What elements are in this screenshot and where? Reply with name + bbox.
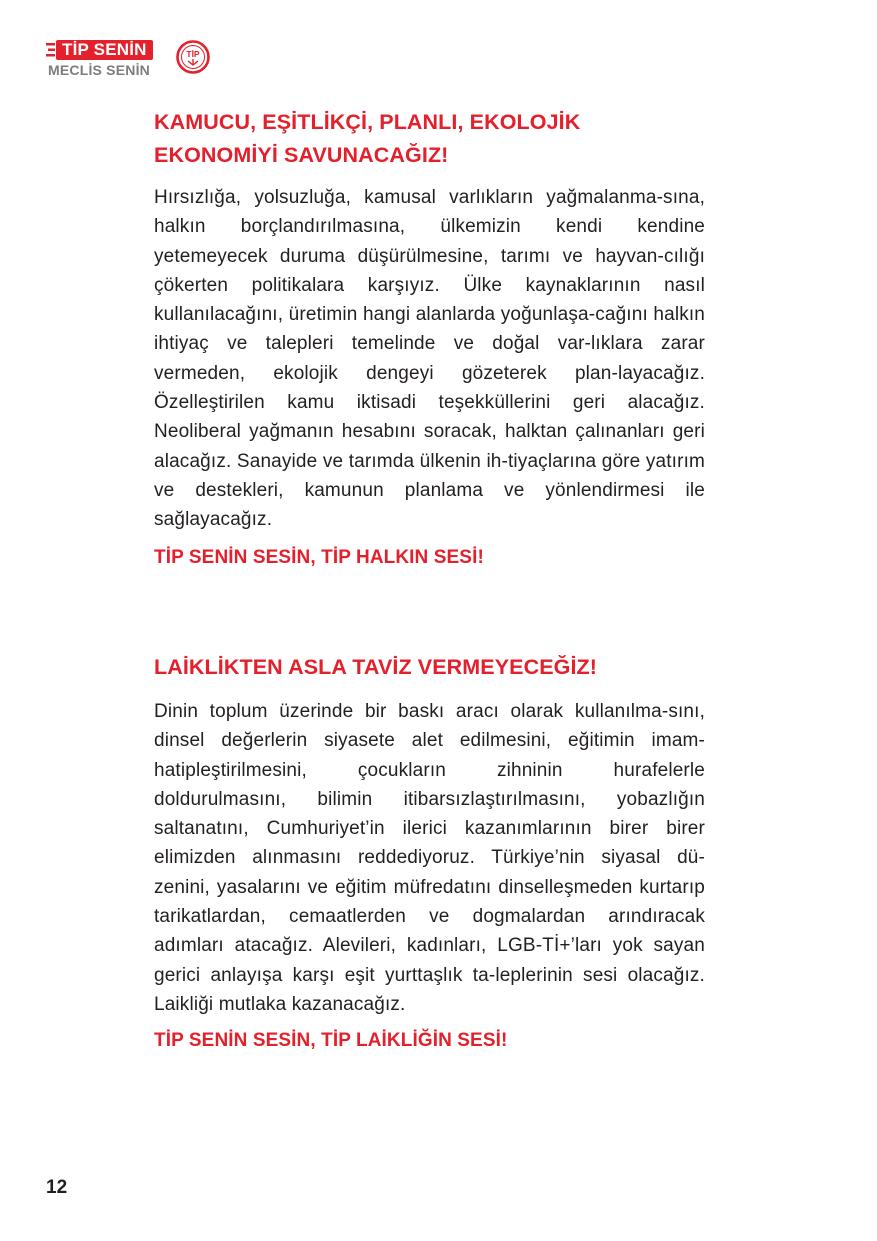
- section-heading: LAİKLİKTEN ASLA TAVİZ VERMEYECEĞİZ!: [154, 655, 598, 679]
- heading-line-2: EKONOMİYİ SAVUNACAĞIZ!: [154, 143, 449, 167]
- section-heading: [154, 106, 705, 172]
- heading-line-1: KAMUCU, EŞİTLİKÇİ, PLANLI, EKOLOJİK: [154, 110, 581, 134]
- page-number: 12: [46, 1177, 68, 1198]
- section-secularism-body: [154, 697, 705, 1019]
- emblem-label: TİP: [186, 49, 200, 59]
- body-paragraph: Hırsızlığa, yolsuzluğa, kamusal varlıkların yağmalanma-sına, halkın borçlandırılmasına, ülkemizin kendi kendine yetemeyecek duruma düşürülmesine, tarımı ve hayvan-cılığı çökerten politikalara karşıyız. Ülke kaynaklarının nasıl kullanılacağını, üretimin hangi alanlarda yoğunlaşa-cağını halkın ihtiyaç ve talepleri temelinde ve doğal var-lıklara zarar vermeden, ekolojik dengeyi gözeterek plan-layacağız. Özelleştirilen kamu iktisadi teşekküllerini geri alacağız. Neoliberal yağmanın hesabını soracak, halktan çalınanları geri alacağız. Sanayide ve tarımda ülkenin ih-tiyaçlarına göre yatırım ve destekleri, kamunun planlama ve yönlendirmesi ile sağlayacağız.: [154, 187, 705, 531]
- tip-emblem-icon: [176, 40, 210, 74]
- slogan: TİP SENİN SESİN, TİP HALKIN SESİ!: [154, 547, 484, 568]
- party-logo: [46, 38, 216, 82]
- section-economy-body: [154, 183, 705, 535]
- section-economy-slogan: [154, 545, 705, 571]
- section-secularism: [154, 651, 705, 684]
- speed-stripes-icon: [46, 40, 56, 60]
- body-paragraph: Dinin toplum üzerinde bir baskı aracı olarak kullanılma-sını, dinsel değerlerin siyasete alet edilmesini, eğitimin imam-hatipleştirilmesini, çocukların zihninin hurafelerle doldurulmasını, bilimin itibarsızlaştırılmasını, yobazlığın saltanatını, Cumhuriyet’in ilerici kazanımlarının birer birer elimizden alınmasını reddediyoruz. Türkiye’nin siyasal dü-zenini, yasalarını ve eğitim müfredatını dinselleşmeden kurtarıp tarikatlardan, cemaatlerden ve dogmalardan arındıracak adımları atacağız. Alevileri, kadınları, LGB-Tİ+’ları yok sayan gerici anlayışa karşı eşit yurttaşlık ta-leplerinin sesi olacağız. Laikliği mutlaka kazanacağız.: [154, 701, 705, 1015]
- logo-line-2: MECLİS SENİN: [48, 62, 150, 78]
- section-secularism-slogan: [154, 1028, 705, 1054]
- section-economy: [154, 106, 705, 172]
- slogan: TİP SENİN SESİN, TİP LAİKLİĞİN SESİ!: [154, 1030, 508, 1051]
- logo-line-1: TİP SENİN: [56, 40, 153, 60]
